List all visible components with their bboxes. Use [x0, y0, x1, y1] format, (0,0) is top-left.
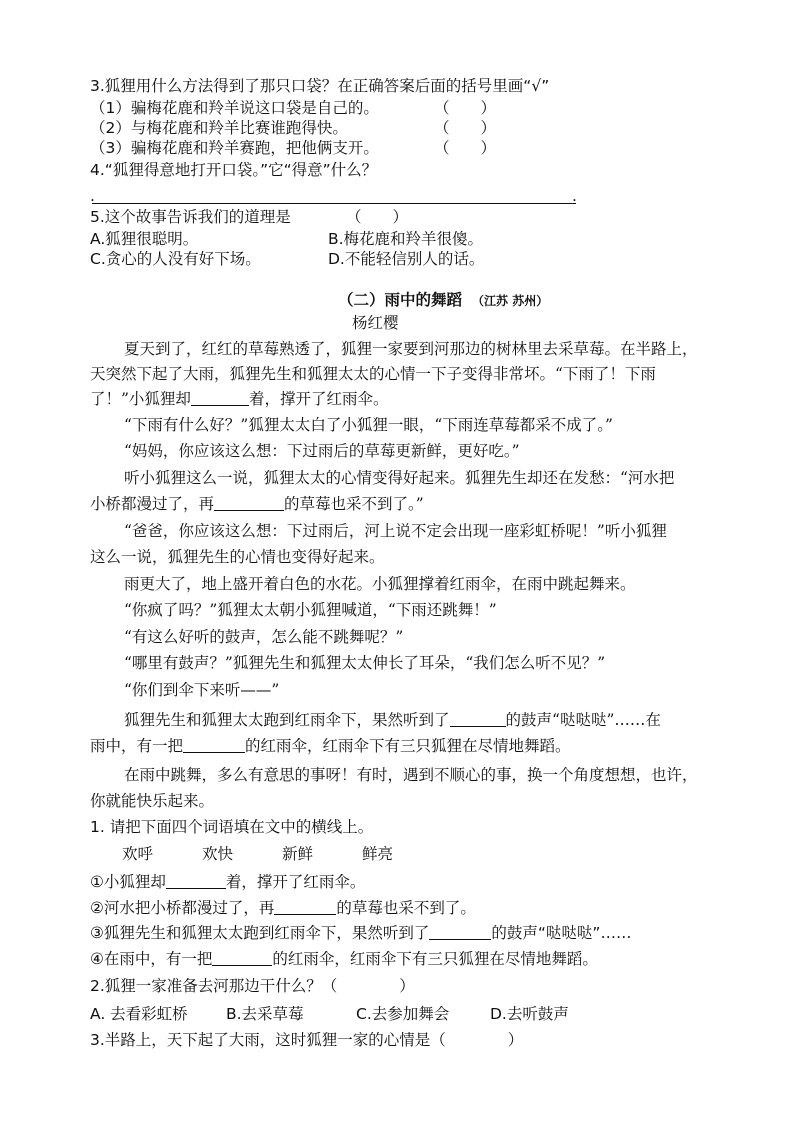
story-p11-line1 — [124, 710, 661, 730]
q3-option-1-answer-paren[interactable]: （ ） — [434, 99, 497, 117]
passage-author: 杨红樱 — [352, 314, 399, 332]
fill-item-1 — [90, 872, 365, 892]
fill-item-2-pre: ②河水把小桥都漫过了，再 — [90, 899, 275, 917]
story-p4-line2-pre: 小桥都漫过了，再 — [90, 495, 215, 513]
fill-blank-2[interactable] — [274, 899, 336, 915]
fill-item-2 — [90, 898, 476, 918]
story-p1-line1: 夏天到了，红红的草莓熟透了，狐狸一家要到河那边的树林里去采草莓。在半路上， — [124, 340, 698, 358]
fill-blank-3[interactable] — [429, 924, 491, 940]
story-p2: “下雨有什么好？”狐狸太太白了小狐狸一眼，“下雨连草莓都采不成了。” — [124, 416, 613, 434]
story-blank-4[interactable] — [183, 737, 245, 753]
q3-option-2: （2）与梅花鹿和羚羊比赛谁跑得快。 — [90, 119, 348, 137]
part2-q2-option-c: C.去参加舞会 — [356, 1005, 450, 1023]
fill-item-4-pre: ④在雨中，有一把 — [90, 950, 213, 968]
passage-source: （江苏 苏州） — [472, 294, 549, 308]
story-blank-3[interactable] — [450, 711, 506, 727]
story-blank-1[interactable] — [191, 390, 249, 406]
story-p4-line2-post: 的草莓也采不到了。” — [284, 495, 424, 513]
part2-q2-option-b: B.去采草莓 — [226, 1005, 304, 1023]
story-p8: “有这么好听的鼓声，怎么能不跳舞呢？” — [124, 628, 404, 646]
fill-item-3-pre: ③狐狸先生和狐狸太太跑到红雨伞下，果然听到了 — [90, 924, 430, 942]
q5-option-c: C.贪心的人没有好下场。 — [90, 250, 261, 268]
story-blank-2[interactable] — [214, 495, 284, 511]
part2-q2-option-d: D.去听鼓声 — [490, 1005, 569, 1023]
q5-option-b: B.梅花鹿和羚羊很傻。 — [328, 230, 484, 248]
fill-item-2-post: 的草莓也采不到了。 — [336, 899, 476, 917]
story-p1-line3-pre: 了！”小狐狸却 — [90, 390, 191, 408]
story-p11-line1-post: 的鼓声“哒哒哒”……在 — [505, 711, 661, 729]
part2-question-1-stem: 1. 请把下面四个词语填在文中的横线上。 — [90, 818, 374, 836]
question-4-stem: 4.“狐狸得意地打开口袋。”它“得意”什么？ — [90, 161, 378, 179]
story-p5-line1: “爸爸，你应该这么想：下过雨后，河上说不定会出现一座彩虹桥呢！”听小狐狸 — [124, 522, 667, 540]
story-p1-line3-post: 着，撑开了红雨伞。 — [248, 390, 389, 408]
part2-question-3-stem: 3.半路上，天下起了大雨，这时狐狸一家的心情是（ ） — [90, 1031, 524, 1049]
question-3-stem: 3.狐狸用什么方法得到了那只口袋？在正确答案后面的括号里画“√” — [90, 77, 550, 95]
story-p11-line2-post: 的红雨伞，红雨伞下有三只狐狸在尽情地舞蹈。 — [245, 737, 571, 755]
passage-title — [338, 290, 548, 311]
q4-answer-end-dot: . — [572, 187, 577, 205]
q5-answer-paren[interactable]: （ ） — [346, 208, 409, 226]
passage-title-text: （二）雨中的舞蹈 — [338, 291, 463, 309]
fill-item-3-post: 的鼓声“哒哒哒”…… — [491, 924, 632, 942]
story-p1-line2: 天突然下起了大雨，狐狸先生和狐狸太太的心情一下子变得非常坏。“下雨了！下雨 — [90, 365, 656, 383]
word-bank-3: 新鲜 — [282, 845, 314, 863]
story-p5-line2: 这么一说，狐狸先生的心情也变得好起来。 — [90, 548, 385, 566]
fill-item-4-post: 的红雨伞，红雨伞下有三只狐狸在尽情地舞蹈。 — [272, 950, 598, 968]
word-bank-4: 鲜亮 — [362, 845, 394, 863]
story-p4-line1: 听小狐狸这么一说，狐狸太太的心情变得好起来。狐狸先生却还在发愁：“河水把 — [124, 469, 675, 487]
part2-q2-option-a: A. 去看彩虹桥 — [90, 1005, 188, 1023]
story-p7: “你疯了吗？”狐狸太太朝小狐狸喊道，“下雨还跳舞！” — [124, 601, 497, 619]
story-p12-line1: 在雨中跳舞，多么有意思的事呀！有时，遇到不顺心的事，换一个角度想想，也许， — [124, 766, 698, 784]
story-p11-line2-pre: 雨中，有一把 — [90, 737, 184, 755]
fill-item-4 — [90, 949, 598, 969]
fill-blank-4[interactable] — [212, 950, 272, 966]
story-p9: “哪里有鼓声？”狐狸先生和狐狸太太伸长了耳朵，“我们怎么听不见？” — [124, 654, 606, 672]
story-p11-line1-pre: 狐狸先生和狐狸太太跑到红雨伞下，果然听到了 — [124, 711, 450, 729]
word-bank-2: 欢快 — [202, 845, 234, 863]
story-p11-line2 — [90, 736, 571, 756]
story-p10: “你们到伞下来听——” — [124, 681, 280, 699]
fill-blank-1[interactable] — [166, 873, 226, 889]
word-bank-1: 欢呼 — [122, 845, 154, 863]
q4-answer-start-dot: . — [90, 187, 95, 205]
story-p12-line2: 你就能快乐起来。 — [90, 792, 215, 810]
q3-option-3-answer-paren[interactable]: （ ） — [434, 139, 497, 157]
q3-option-1: （1）骗梅花鹿和羚羊说这口袋是自己的。 — [90, 99, 379, 117]
fill-item-3 — [90, 923, 631, 943]
q4-answer-line[interactable] — [92, 203, 576, 204]
story-p6: 雨更大了，地上盛开着白色的水花。小狐狸撑着红雨伞，在雨中跳起舞来。 — [124, 575, 636, 593]
story-p1-line3 — [90, 389, 388, 409]
story-p3: “妈妈，你应该这么想：下过雨后的草莓更新鲜，更好吃。” — [124, 442, 520, 460]
q5-option-d: D.不能轻信别人的话。 — [328, 250, 485, 268]
part2-question-2-stem: 2.狐狸一家准备去河那边干什么？（ ） — [90, 977, 415, 995]
q5-option-a: A.狐狸很聪明。 — [90, 230, 199, 248]
fill-item-1-post: 着，撑开了红雨伞。 — [225, 873, 366, 891]
question-5-stem: 5.这个故事告诉我们的道理是 — [90, 208, 291, 226]
story-p4-line2 — [90, 494, 424, 514]
q3-option-2-answer-paren[interactable]: （ ） — [434, 119, 497, 137]
fill-item-1-pre: ①小狐狸却 — [90, 873, 166, 891]
q3-option-3: （3）骗梅花鹿和羚羊赛跑，把他俩支开。 — [90, 139, 379, 157]
